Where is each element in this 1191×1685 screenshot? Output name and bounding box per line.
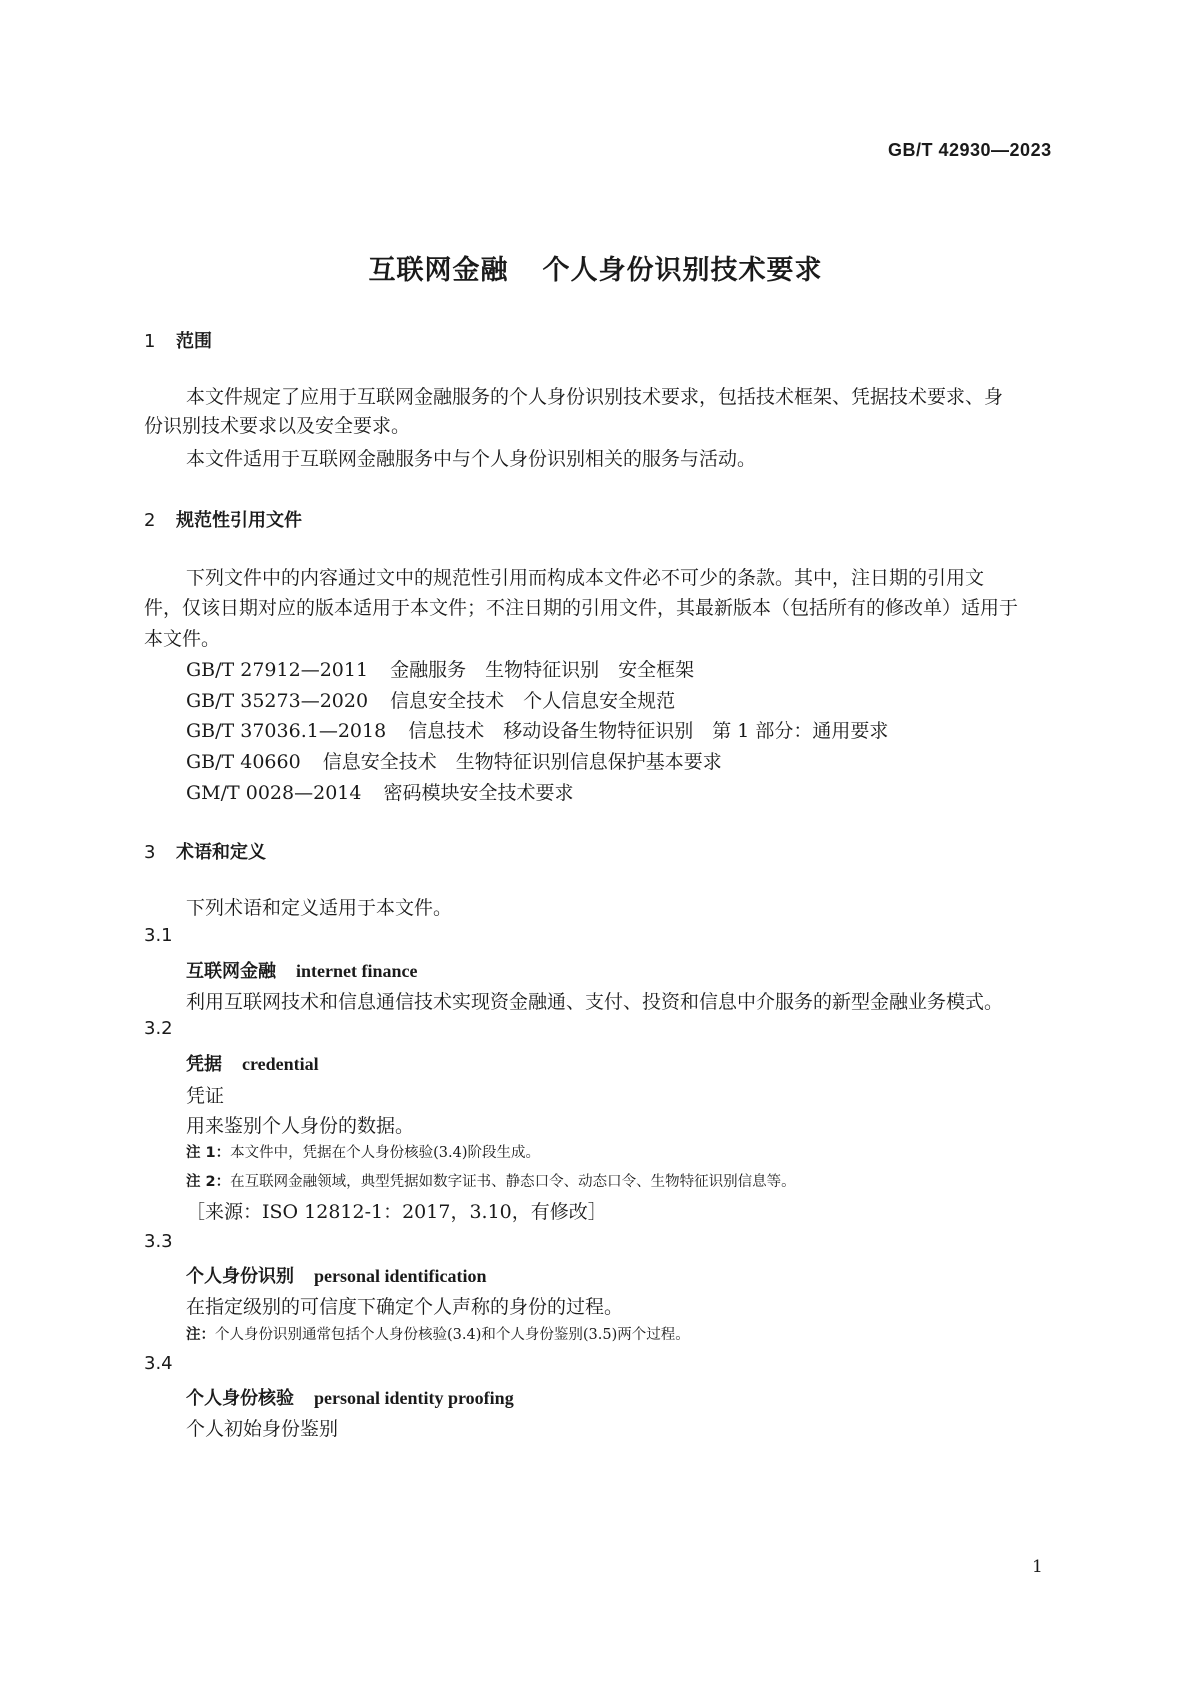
term-heading bbox=[186, 1050, 319, 1076]
term-definition: 在指定级别的可信度下确定个人声称的身份的过程。 bbox=[186, 1296, 624, 1318]
title-part-2: 个人身份识别技术要求 bbox=[542, 255, 823, 286]
terms-intro: 下列术语和定义适用于本文件。 bbox=[186, 897, 453, 919]
page-number: 1 bbox=[1032, 1557, 1043, 1577]
reference-title: 信息安全技术 生物特征识别信息保护基本要求 bbox=[322, 751, 722, 773]
section-title: 规范性引用文件 bbox=[176, 510, 302, 531]
scope-paragraph-2: 本文件适用于互联网金融服务中与个人身份识别相关的服务与活动。 bbox=[186, 448, 757, 470]
normative-intro-line-2: 件，仅该日期对应的版本适用于本文件；不注日期的引用文件，其最新版本（包括所有的修改单）适用于 bbox=[144, 597, 1019, 619]
term-en: credential bbox=[242, 1054, 319, 1074]
reference-title: 金融服务 生物特征识别 安全框架 bbox=[390, 659, 695, 681]
reference-item bbox=[186, 778, 573, 805]
reference-code: GB/T 37036.1—2018 bbox=[186, 720, 387, 742]
section-heading-scope bbox=[144, 327, 212, 353]
term-number: 3.3 bbox=[144, 1231, 173, 1252]
term-number: 3.2 bbox=[144, 1018, 173, 1039]
section-heading-terms-and-definitions bbox=[144, 838, 266, 864]
section-heading-normative-references bbox=[144, 506, 302, 532]
term-number: 3.4 bbox=[144, 1353, 173, 1374]
standard-code: GB/T 42930—2023 bbox=[888, 140, 1052, 160]
note-text: 个人身份识别通常包括个人身份核验(3.4)和个人身份鉴别(3.5)两个过程。 bbox=[215, 1327, 690, 1343]
term-source: ［来源：ISO 12812-1：2017，3.10，有修改］ bbox=[186, 1201, 607, 1223]
scope-paragraph-1-line-1: 本文件规定了应用于互联网金融服务的个人身份识别技术要求，包括技术框架、凭据技术要求、身 bbox=[186, 386, 1004, 408]
term-definition: 用来鉴别个人身份的数据。 bbox=[186, 1115, 415, 1137]
term-zh: 互联网金融 bbox=[186, 961, 276, 982]
reference-item bbox=[186, 655, 694, 682]
term-note bbox=[186, 1141, 540, 1162]
note-label: 注 1： bbox=[186, 1145, 231, 1161]
reference-title: 信息技术 移动设备生物特征识别 第 1 部分：通用要求 bbox=[408, 720, 889, 742]
document-title bbox=[0, 248, 1191, 287]
section-title: 范围 bbox=[176, 331, 212, 352]
title-part-1: 互联网金融 bbox=[368, 255, 509, 286]
term-heading bbox=[186, 1262, 487, 1288]
term-note bbox=[186, 1170, 796, 1191]
note-text: 在互联网金融领域，典型凭据如数字证书、静态口令、动态口令、生物特征识别信息等。 bbox=[230, 1174, 796, 1190]
term-heading bbox=[186, 1384, 514, 1410]
term-heading bbox=[186, 957, 417, 983]
term-definition: 利用互联网技术和信息通信技术实现资金融通、支付、投资和信息中介服务的新型金融业务模式。 bbox=[186, 991, 1004, 1013]
reference-title: 信息安全技术 个人信息安全规范 bbox=[390, 690, 676, 712]
normative-intro-line-3: 本文件。 bbox=[144, 628, 221, 650]
term-synonym: 个人初始身份鉴别 bbox=[186, 1418, 339, 1440]
reference-code: GM/T 0028—2014 bbox=[186, 782, 362, 804]
reference-item bbox=[186, 716, 888, 743]
section-number: 3 bbox=[144, 842, 156, 863]
term-note bbox=[186, 1323, 690, 1344]
reference-item bbox=[186, 686, 675, 713]
reference-item bbox=[186, 747, 722, 774]
reference-title: 密码模块安全技术要求 bbox=[383, 782, 574, 804]
section-number: 2 bbox=[144, 510, 156, 531]
term-en: internet finance bbox=[296, 961, 418, 981]
section-number: 1 bbox=[144, 331, 156, 352]
reference-code: GB/T 40660 bbox=[186, 751, 301, 773]
section-title: 术语和定义 bbox=[176, 842, 266, 863]
note-text: 本文件中，凭据在个人身份核验(3.4)阶段生成。 bbox=[230, 1145, 541, 1161]
reference-code: GB/T 35273—2020 bbox=[186, 690, 369, 712]
scope-paragraph-1-line-2: 份识别技术要求以及安全要求。 bbox=[144, 415, 411, 437]
term-en: personal identification bbox=[314, 1266, 487, 1286]
reference-code: GB/T 27912—2011 bbox=[186, 659, 369, 681]
term-zh: 个人身份核验 bbox=[186, 1388, 294, 1409]
term-synonym: 凭证 bbox=[186, 1085, 225, 1107]
term-zh: 凭据 bbox=[186, 1054, 222, 1075]
note-label: 注 2： bbox=[186, 1174, 231, 1190]
term-en: personal identity proofing bbox=[314, 1388, 514, 1408]
note-label: 注： bbox=[186, 1327, 215, 1343]
term-number: 3.1 bbox=[144, 925, 173, 946]
term-zh: 个人身份识别 bbox=[186, 1266, 294, 1287]
normative-intro-line-1: 下列文件中的内容通过文中的规范性引用而构成本文件必不可少的条款。其中，注日期的引用文 bbox=[186, 567, 985, 589]
